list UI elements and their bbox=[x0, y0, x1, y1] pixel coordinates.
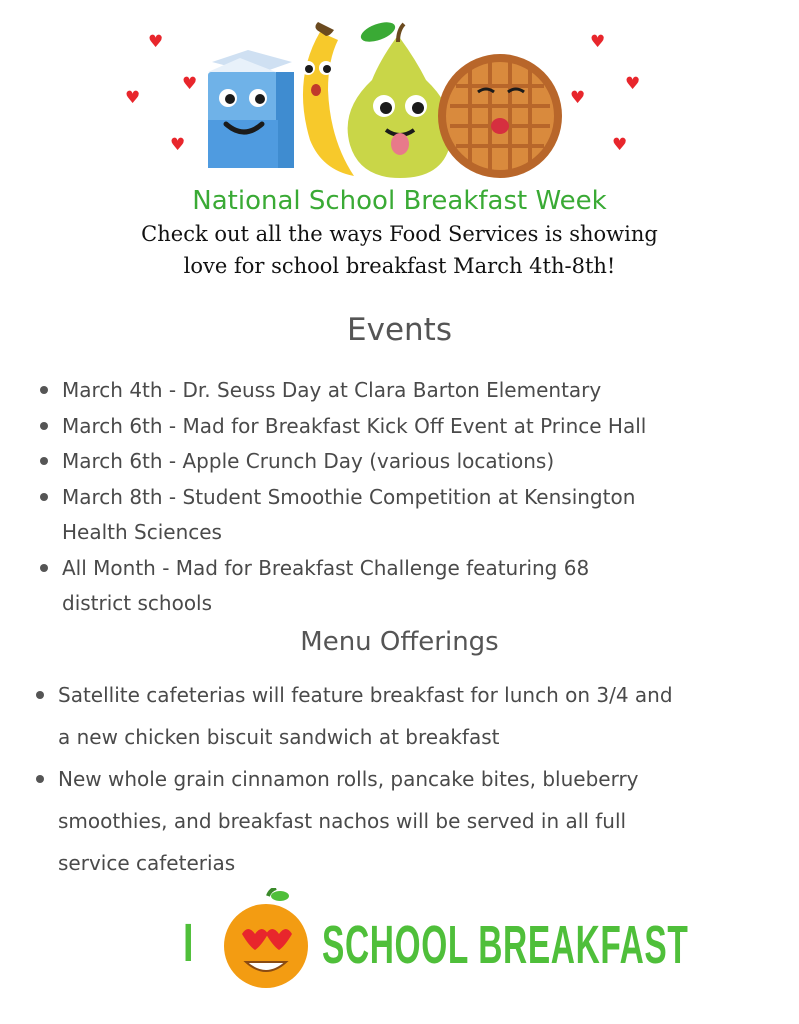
event-text: All Month - Mad for Breakfast Challenge featuring 68 bbox=[62, 555, 590, 580]
heart-icon: ♥ bbox=[125, 88, 141, 108]
menu-heading: Menu Offerings bbox=[300, 627, 499, 657]
list-item bbox=[40, 551, 780, 622]
heart-icon: ♥ bbox=[148, 32, 164, 52]
waffle-icon bbox=[438, 54, 562, 178]
list-item bbox=[40, 373, 780, 409]
heart-icon: ♥ bbox=[590, 32, 606, 52]
event-text: March 6th - Mad for Breakfast Kick Off Event at Prince Hall bbox=[62, 413, 647, 438]
banana-icon bbox=[301, 22, 354, 176]
pear-icon bbox=[348, 20, 452, 178]
footer-banner bbox=[0, 888, 799, 998]
event-text-continued: Health Sciences bbox=[62, 520, 222, 544]
heart-icon: ♥ bbox=[625, 74, 641, 94]
menu-text-continued: service cafeterias bbox=[58, 851, 236, 875]
heart-icon: ♥ bbox=[170, 135, 186, 155]
events-heading: Events bbox=[347, 312, 452, 348]
heart-icon: ♥ bbox=[612, 135, 628, 155]
menu-list bbox=[36, 674, 776, 884]
event-text: March 6th - Apple Crunch Day (various locations) bbox=[62, 449, 555, 473]
footer-i-text: I bbox=[183, 913, 194, 973]
menu-text: Satellite cafeterias will feature breakfast for lunch on 3/4 and bbox=[58, 683, 673, 707]
menu-text-continued: a new chicken biscuit sandwich at breakfast bbox=[58, 725, 500, 749]
event-text-continued: district schools bbox=[62, 591, 213, 615]
list-item bbox=[40, 409, 780, 445]
subtitle-line-1: Check out all the ways Food Services is showing bbox=[141, 222, 658, 246]
list-item bbox=[40, 480, 780, 551]
menu-text: New whole grain cinnamon rolls, pancake bites, blueberry bbox=[58, 767, 639, 791]
events-list bbox=[40, 373, 780, 622]
list-item bbox=[36, 758, 776, 884]
heart-icon: ♥ bbox=[182, 74, 198, 94]
heart-eyes-orange-icon bbox=[218, 888, 314, 992]
menu-text-continued: smoothies, and breakfast nachos will be served in all full bbox=[58, 809, 627, 833]
breakfast-characters bbox=[200, 20, 580, 180]
list-item bbox=[40, 444, 780, 480]
list-item bbox=[36, 674, 776, 758]
event-text: March 8th - Student Smoothie Competition at Kensington bbox=[62, 484, 636, 509]
event-text: March 4th - Dr. Seuss Day at Clara Barton Elementary bbox=[62, 378, 602, 402]
page-title: National School Breakfast Week bbox=[192, 186, 607, 216]
heart-icon: ♥ bbox=[570, 88, 586, 108]
footer-text: SCHOOL BREAKFAST bbox=[322, 915, 689, 975]
milk-carton-icon bbox=[208, 50, 294, 168]
hero-illustration bbox=[0, 0, 799, 185]
subtitle-line-2: love for school breakfast March 4th-8th! bbox=[183, 254, 616, 278]
